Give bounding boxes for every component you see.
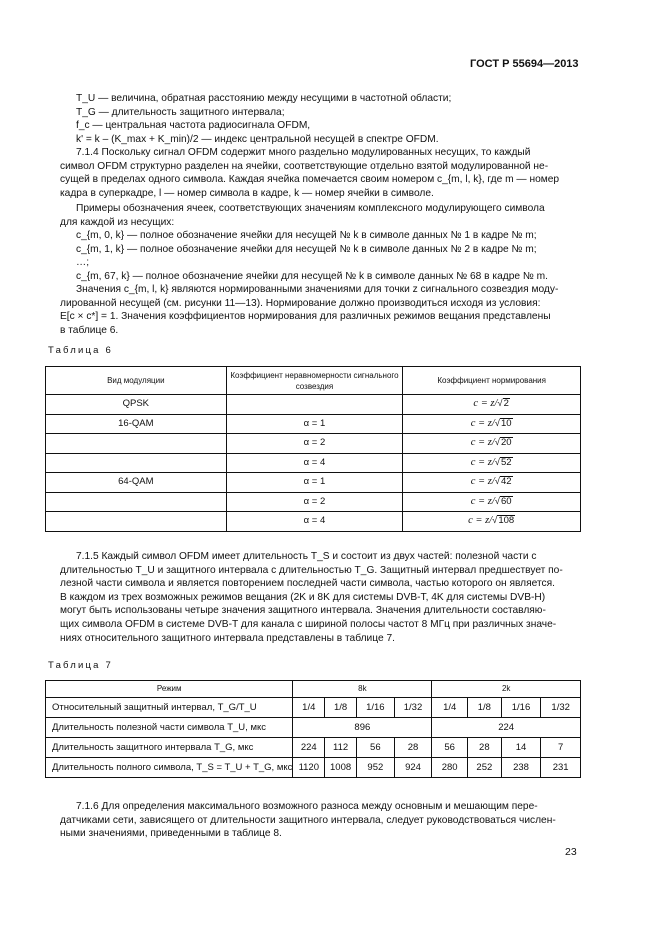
paragraph-line: ниях относительного защитного интервала представлены в таблице 7. <box>60 632 395 644</box>
table-7-header-mode: Режим <box>46 681 293 698</box>
table-cell: 252 <box>468 758 502 778</box>
coefficient-prefix: c = z/ <box>470 456 495 468</box>
table-cell: 1/32 <box>541 698 581 718</box>
coefficient-root: 20 <box>500 437 512 449</box>
table-row <box>46 718 581 738</box>
alpha-cell: α = 1 <box>226 414 403 434</box>
table-cell: 1/16 <box>357 698 395 718</box>
example-line: c_{m, 67, k} — полное обозначение ячейки для несущей № k в символе данных № 68 в кадре № m. <box>76 270 548 282</box>
modulation-cell <box>46 453 227 473</box>
paragraph-line: символ OFDM структурно разделен на ячейки, соответствующие отдельно взятой модулированной не- <box>60 160 549 172</box>
paragraph-line: лезной части символа и является повторением последней части символа, частью которого он является. <box>60 578 555 590</box>
table-cell: 224 <box>293 738 325 758</box>
alpha-cell: α = 1 <box>226 473 403 493</box>
definition-tu: T_U — величина, обратная расстоянию между несущими в частотной области; <box>76 93 452 104</box>
coefficient-prefix: c = z/ <box>473 398 498 410</box>
paragraph-line: кадра в суперкадре, l — номер символа в кадре, k — номер ячейки в символе. <box>60 187 434 199</box>
table-cell: 1008 <box>325 758 357 778</box>
coefficient-root: 10 <box>500 417 512 429</box>
coefficient-cell <box>403 453 581 473</box>
paragraph-line: 7.1.6 Для определения максимального возможного разноса между основным и мешающим пере- <box>76 801 538 812</box>
coefficient-root: 2 <box>503 398 509 410</box>
table-row <box>46 473 581 493</box>
table-7-header-8k: 8k <box>293 681 432 698</box>
paragraph-line: ными значениями, приведенными в таблице 8. <box>60 828 282 840</box>
sqrt-icon: √ <box>494 417 500 429</box>
table-7-caption: Таблица 7 <box>48 660 113 671</box>
table-cell: 1/16 <box>501 698 541 718</box>
definition-kprime: k' = k – (K_max + K_min)/2 — индекс центральной несущей в спектре OFDM. <box>76 133 439 145</box>
table-cell: 1/8 <box>468 698 502 718</box>
examples-intro <box>60 202 600 229</box>
table-cell: 7 <box>541 738 581 758</box>
alpha-cell: α = 4 <box>226 512 403 532</box>
table-cell: 28 <box>394 738 432 758</box>
table-cell: 924 <box>394 758 432 778</box>
table-cell: 112 <box>325 738 357 758</box>
table-cell: 1120 <box>293 758 325 778</box>
table-row <box>46 453 581 473</box>
paragraph-line: В каждом из трех возможных режимов вещания (2K и 8K для системы DVB-T, 4K для системы DVB-H) <box>60 591 546 603</box>
coefficient-cell <box>403 473 581 493</box>
modulation-cell <box>46 492 227 512</box>
modulation-cell <box>46 512 227 532</box>
sqrt-icon: √ <box>494 495 500 507</box>
section-7-1-6 <box>60 800 600 841</box>
definition-tg: T_G — длительность защитного интервала; <box>76 106 285 118</box>
paragraph-line: сущей в пределах одного символа. Каждая ячейка помечается своим номером c_{m, l, k}, где m — номер <box>60 174 560 186</box>
coefficient-root: 60 <box>500 495 512 507</box>
table-row <box>46 492 581 512</box>
table-cell: 896 <box>293 718 432 738</box>
table-cell: 14 <box>501 738 541 758</box>
coefficient-root: 108 <box>498 515 515 527</box>
row-label: Длительность защитного интервала T_G, мкс <box>46 738 293 758</box>
coefficient-cell <box>403 414 581 434</box>
table-cell: 1/8 <box>325 698 357 718</box>
table-cell: 238 <box>501 758 541 778</box>
coefficient-prefix: c = z/ <box>468 515 493 527</box>
coefficient-prefix: c = z/ <box>470 437 495 449</box>
paragraph-line: длительностью T_U и защитного интервала с длительностью T_G. Защитный интервал предшествует по- <box>60 564 563 576</box>
example-line: …; <box>76 257 90 269</box>
paragraph-line: лированной несущей (см. рисунки 11—13). Нормирование должно производиться исходя из условия: <box>60 297 541 309</box>
normalization-paragraph <box>60 283 600 337</box>
coefficient-cell <box>403 434 581 454</box>
paragraph-line: в таблице 6. <box>60 324 119 336</box>
table-cell: 1/32 <box>394 698 432 718</box>
paragraph-line: для каждой из несущих: <box>60 216 175 228</box>
coefficient-prefix: c = z/ <box>470 476 495 488</box>
definition-fc: f_c — центральная частота радиосигнала OFDM, <box>76 120 311 132</box>
table-6-header-modulation: Вид модуляции <box>46 367 227 395</box>
alpha-cell: α = 2 <box>226 492 403 512</box>
sqrt-icon: √ <box>497 398 503 410</box>
table-row <box>46 512 581 532</box>
example-line: c_{m, 0, k} — полное обозначение ячейки для несущей № k в символе данных № 1 в кадре № m; <box>76 230 537 241</box>
coefficient-root: 52 <box>500 456 512 468</box>
sqrt-icon: √ <box>494 456 500 468</box>
alpha-cell <box>226 395 403 415</box>
table-cell: 280 <box>432 758 468 778</box>
modulation-cell: 16-QAM <box>46 414 227 434</box>
sqrt-icon: √ <box>492 515 498 527</box>
coefficient-cell <box>403 395 581 415</box>
table-7 <box>45 680 581 778</box>
row-label: Длительность полного символа, T_S = T_U + T_G, мкс <box>46 758 293 778</box>
sqrt-icon: √ <box>494 476 500 488</box>
page-number: 23 <box>565 846 577 858</box>
modulation-cell: QPSK <box>46 395 227 415</box>
row-label: Относительный защитный интервал, T_G/T_U <box>46 698 293 718</box>
alpha-cell: α = 4 <box>226 453 403 473</box>
table-6-header-coefficient: Коэффициент нормирования <box>403 367 581 395</box>
coefficient-cell <box>403 512 581 532</box>
coefficient-root: 42 <box>500 476 512 488</box>
coefficient-prefix: c = z/ <box>470 417 495 429</box>
row-label: Длительность полезной части символа T_U, мкс <box>46 718 293 738</box>
paragraph-line: E[c × c*] = 1. Значения коэффициентов нормирования для различных режимов вещания представлены <box>60 311 551 323</box>
paragraph-line: 7.1.5 Каждый символ OFDM имеет длительность T_S и состоит из двух частей: полезной части с <box>76 551 537 562</box>
paragraph-line: Примеры обозначения ячеек, соответствующих значениям комплексного модулирующего символа <box>76 203 545 214</box>
section-7-1-4 <box>60 146 600 200</box>
table-cell: 28 <box>468 738 502 758</box>
table-7-header-2k: 2k <box>432 681 581 698</box>
table-cell: 224 <box>432 718 581 738</box>
modulation-cell <box>46 434 227 454</box>
section-7-1-5 <box>60 550 600 645</box>
document-header: ГОСТ Р 55694—2013 <box>470 58 579 70</box>
paragraph-line: датчиками сети, зависящего от длительности защитного интервала, следует руководствоваться числен- <box>60 814 556 826</box>
table-cell: 56 <box>432 738 468 758</box>
table-row <box>46 738 581 758</box>
table-cell: 1/4 <box>432 698 468 718</box>
table-row <box>46 395 581 415</box>
paragraph-line: 7.1.4 Поскольку сигнал OFDM содержит много раздельно модулированных несущих, то каждый <box>76 147 531 158</box>
table-row <box>46 434 581 454</box>
table-6 <box>45 366 581 532</box>
examples-list <box>60 229 600 283</box>
table-cell: 231 <box>541 758 581 778</box>
table-row <box>46 414 581 434</box>
alpha-cell: α = 2 <box>226 434 403 454</box>
paragraph-line: щих символа OFDM в системе DVB-T для канала с шириной полосы частот 8 МГц при различных значе- <box>60 618 557 630</box>
table-cell: 1/4 <box>293 698 325 718</box>
modulation-cell: 64-QAM <box>46 473 227 493</box>
definitions-block <box>60 92 600 146</box>
example-line: c_{m, 1, k} — полное обозначение ячейки для несущей № k в символе данных № 2 в кадре № m; <box>76 243 537 255</box>
table-6-caption: Таблица 6 <box>48 345 113 356</box>
table-cell: 952 <box>357 758 395 778</box>
paragraph-line: Значения c_{m, l, k} являются нормированными значениями для точки z сигнального созвездия моду- <box>76 284 559 295</box>
sqrt-icon: √ <box>494 437 500 449</box>
coefficient-prefix: c = z/ <box>470 495 495 507</box>
table-6-header-alpha: Коэффициент неравномерности сигнального созвездия <box>226 367 403 395</box>
table-row <box>46 758 581 778</box>
paragraph-line: могут быть использованы четыре значения защитного интервала. Значения длительности составляю- <box>60 605 546 617</box>
coefficient-cell <box>403 492 581 512</box>
table-row <box>46 698 581 718</box>
table-cell: 56 <box>357 738 395 758</box>
